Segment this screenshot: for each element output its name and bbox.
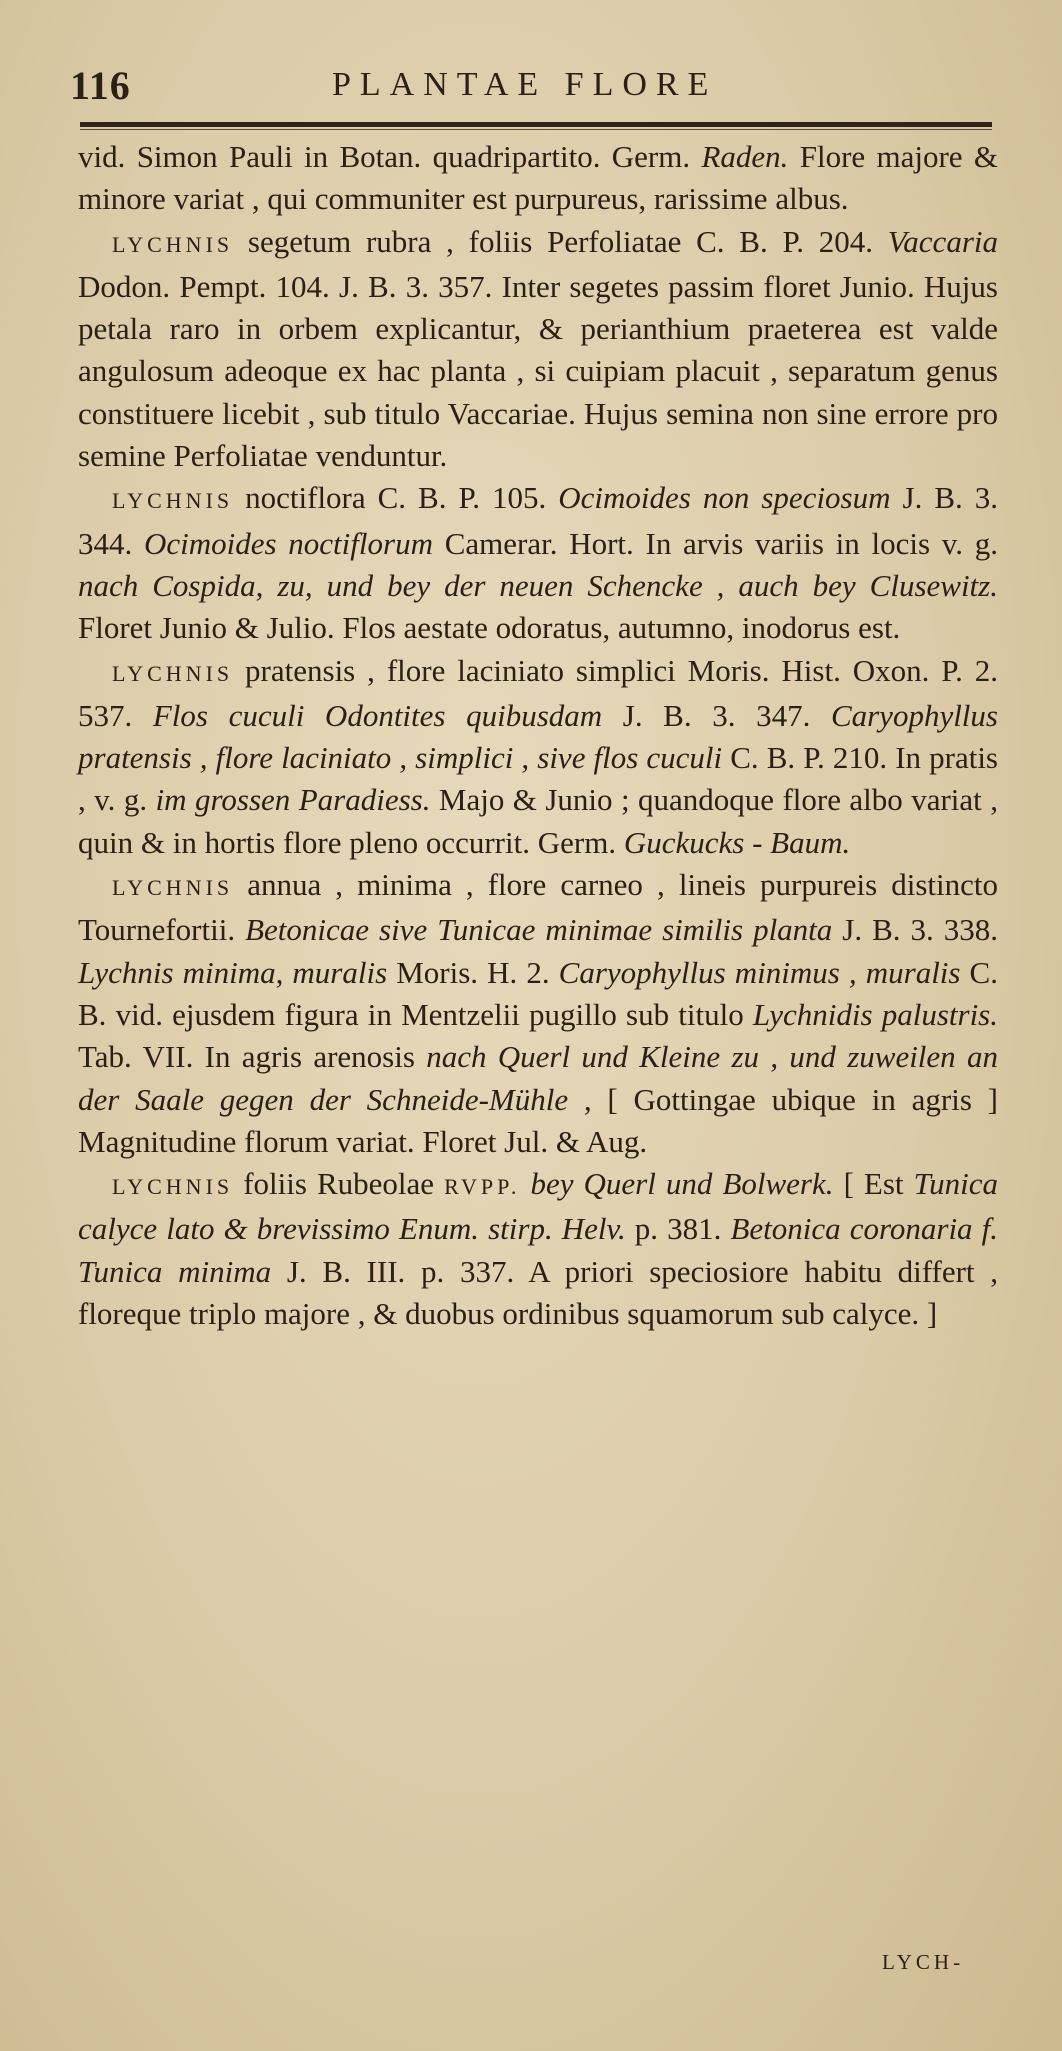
text-segment: Floret Junio & Julio. Flos aestate odoratus, autumno, inodorus est. [78, 610, 901, 646]
text-segment: im grossen Paradiess. [155, 782, 431, 818]
header-rule [80, 122, 992, 127]
page-number: 116 [70, 63, 131, 108]
catchword: LYCH- [882, 1950, 965, 1974]
entry-0 [78, 136, 998, 221]
running-title: PLANTAE FLORE [332, 66, 718, 103]
text-segment: Caryophyllus minimus , muralis [558, 954, 961, 990]
text-segment: p. 381. [625, 1211, 731, 1247]
text-segment: LYCHNIS [112, 660, 234, 686]
text-segment: J. B. 3. 344. [78, 480, 998, 561]
body-text [78, 136, 998, 1335]
text-segment: LYCHNIS [112, 875, 234, 901]
text-segment: RVPP. [444, 1174, 521, 1200]
text-segment: bey Querl und Bolwerk. [530, 1166, 834, 1202]
text-segment: pratensis , flore laciniato simplici Moris. Hist. Oxon. P. 2. 537. [78, 652, 998, 733]
text-segment: Moris. H. 2. [387, 954, 559, 990]
text-segment: Caryophyllus pratensis , flore laciniato , simplici , sive flos cuculi [78, 697, 998, 776]
page-header [62, 60, 1002, 108]
text-segment: Majo & Junio ; quandoque flore albo variat , quin & in hortis flore pleno occurrit. Germ. [78, 782, 998, 860]
text-segment: foliis Rubeolae [233, 1166, 445, 1202]
text-segment: Betonica coronaria f. Tunica minima [78, 1211, 998, 1289]
text-segment [520, 1166, 530, 1201]
text-segment: LYCHNIS [112, 231, 234, 257]
text-segment: Ocimoides non speciosum [558, 480, 891, 516]
text-segment: Tunica calyce lato & brevissimo Enum. stirp. Helv. [78, 1166, 998, 1247]
text-segment: LYCHNIS [112, 1174, 234, 1200]
text-segment: annua , minima , flore carneo , lineis purpureis distincto Tournefortii. [78, 867, 998, 948]
header-rule-thin [80, 129, 992, 130]
text-segment: vid. Simon Pauli in Botan. quadripartito. Germ. [78, 139, 702, 174]
entry-lychnis-rubeolae [78, 1163, 998, 1335]
text-segment: Ocimoides noctiflorum [143, 525, 433, 561]
text-segment: Dodon. Pempt. 104. J. B. 3. 357. Inter segetes passim floret Junio. Hujus petala raro in orbem explicantur, & perianthium praeterea est valde angulosum adeoque ex hac planta , si cuipiam placuit , separatum genus constituere licebit , sub titulo Vaccariae. Hujus semina non sine errore pro semine Perfoliatae venduntur. [78, 268, 998, 474]
entry-lychnis-pratensis [78, 650, 998, 864]
text-segment: C. B. P. 210. In pratis , v. g. [78, 740, 998, 818]
text-segment: Betonicae sive Tunicae minimae similis planta [245, 912, 833, 948]
entry-lychnis-annua [78, 864, 998, 1163]
text-segment: J. B. 3. 338. [832, 912, 999, 948]
text-segment: Raden. [701, 139, 789, 174]
entry-lychnis-noctiflora [78, 477, 998, 649]
text-segment: Flore majore & minore variat , qui communiter est purpureus, rarissime albus. [78, 139, 998, 217]
text-segment: Tab. VII. In agris arenosis [78, 1039, 427, 1075]
text-segment: nach Querl und Kleine zu , und zuweilen an der Saale gegen der Schneide-Mühle , [78, 1039, 998, 1117]
text-segment: Lychnidis palustris. [752, 996, 998, 1032]
entry-lychnis-segetum [78, 221, 998, 478]
text-segment: nach Cospida, zu, und bey der neuen Schencke , auch bey Clusewitz. [78, 567, 998, 603]
text-segment: Guckucks - Baum. [623, 824, 851, 860]
text-segment: [ Gottingae ubique in agris ] Magnitudine florum variat. Floret Jul. & Aug. [78, 1081, 998, 1159]
text-segment: C. B. vid. ejusdem figura in Mentzelii pugillo sub titulo [78, 954, 998, 1032]
text-segment: segetum rubra , foliis Perfoliatae C. B. P. 204. [233, 223, 888, 259]
text-segment: LYCHNIS [112, 488, 234, 514]
text-segment: J. B. 3. 347. [602, 697, 831, 733]
text-segment: Camerar. Hort. In arvis variis in locis v. g. [432, 525, 998, 561]
text-segment: noctiflora C. B. P. 105. [233, 480, 559, 516]
text-segment: [ Est [833, 1166, 914, 1202]
text-segment: Lychnis minima, muralis [78, 954, 388, 990]
text-segment: Vaccaria [887, 223, 998, 259]
text-segment: J. B. III. p. 337. A priori speciosiore habitu differt , floreque triplo majore , & duobus ordinibus squamorum sub calyce. ] [78, 1253, 999, 1332]
text-segment: Flos cuculi Odontites quibusdam [152, 697, 603, 733]
